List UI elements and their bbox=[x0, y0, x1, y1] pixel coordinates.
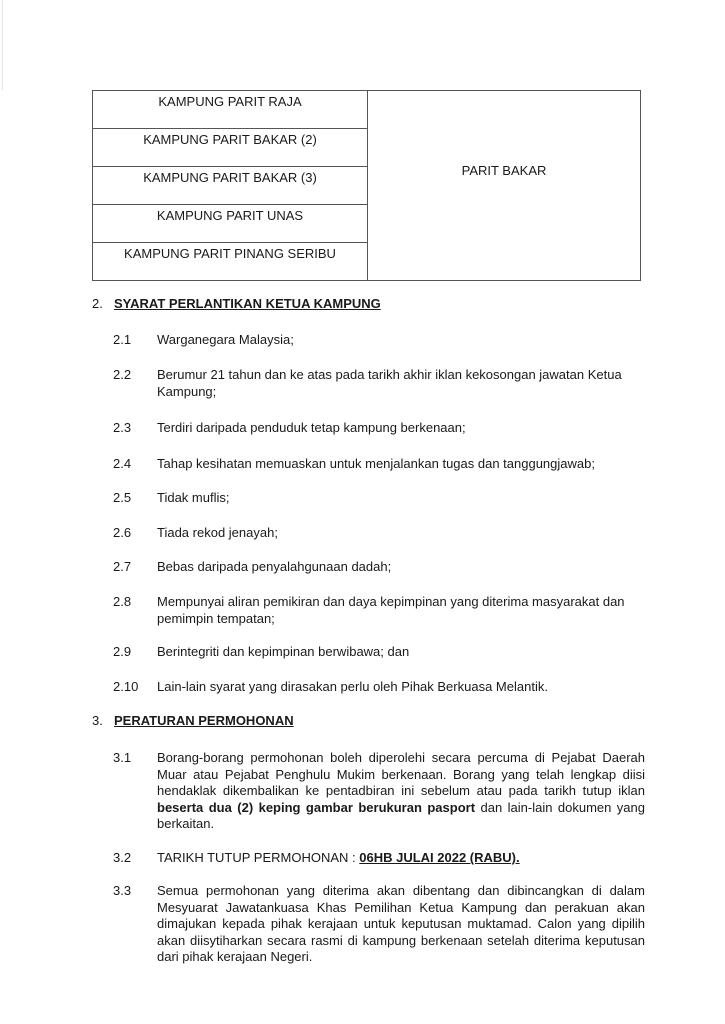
item-text: Berumur 21 tahun dan ke atas pada tarikh akhir iklan kekosongan jawatan Ketua Kampung; bbox=[157, 367, 622, 399]
list-item bbox=[113, 850, 645, 867]
closing-date-value: 06HB JULAI 2022 (RABU). bbox=[359, 850, 520, 865]
item-text: Tiada rekod jenayah; bbox=[157, 525, 278, 540]
village-cell: KAMPUNG PARIT RAJA bbox=[93, 91, 368, 129]
item-text: Lain-lain syarat yang dirasakan perlu oleh Pihak Berkuasa Melantik. bbox=[157, 679, 548, 694]
village-cell: KAMPUNG PARIT BAKAR (3) bbox=[93, 167, 368, 205]
list-item bbox=[113, 559, 645, 576]
item-number: 2.6 bbox=[113, 525, 132, 540]
section-title: PERATURAN PERMOHONAN bbox=[114, 713, 294, 728]
item-number: 2.7 bbox=[113, 559, 132, 574]
section-number: 3. bbox=[92, 713, 103, 728]
list-item bbox=[113, 456, 645, 473]
list-item bbox=[113, 594, 645, 627]
village-cell: KAMPUNG PARIT PINANG SERIBU bbox=[93, 243, 368, 281]
section-3-heading bbox=[92, 713, 294, 728]
list-item bbox=[113, 490, 645, 507]
item-text: Tahap kesihatan memuaskan untuk menjalankan tugas dan tanggungjawab; bbox=[157, 456, 595, 471]
item-number: 2.10 bbox=[113, 679, 139, 694]
list-item bbox=[113, 679, 645, 696]
item-text: Semua permohonan yang diterima akan dibentang dan dibincangkan di dalam Mesyuarat Jawatankuasa Khas Pemilihan Ketua Kampung dan perakuan akan dimajukan kepada pihak kerajaan untuk keputusan muktamad. Calon yang dipilih akan diisytiharkan secara rasmi di kampung berkenaan setelah diterima keputusan dari pihak kerajaan Negeri. bbox=[157, 883, 645, 964]
list-item bbox=[113, 750, 645, 833]
item-number: 2.8 bbox=[113, 594, 132, 609]
village-cell: KAMPUNG PARIT BAKAR (2) bbox=[93, 129, 368, 167]
item-text-part: dan lain-lain dokumen yang berkaitan. bbox=[157, 799, 645, 831]
list-item bbox=[113, 420, 645, 437]
item-text: Bebas daripada penyalahgunaan dadah; bbox=[157, 559, 392, 574]
item-text bbox=[157, 750, 645, 833]
item-text: Berintegriti dan kepimpinan berwibawa; dan bbox=[157, 644, 410, 659]
item-text: Terdiri daripada penduduk tetap kampung berkenaan; bbox=[157, 420, 466, 435]
list-item bbox=[113, 332, 645, 349]
mukim-cell: PARIT BAKAR bbox=[368, 91, 641, 281]
item-number: 2.9 bbox=[113, 644, 132, 659]
item-number: 2.5 bbox=[113, 490, 132, 505]
item-number: 2.3 bbox=[113, 420, 132, 435]
item-text: Warganegara Malaysia; bbox=[157, 332, 294, 347]
closing-date-label: TARIKH TUTUP PERMOHONAN : bbox=[157, 850, 360, 865]
list-item bbox=[113, 367, 645, 400]
list-item bbox=[113, 644, 645, 661]
item-number: 2.1 bbox=[113, 332, 132, 347]
item-text: Tidak muflis; bbox=[157, 490, 230, 505]
section-title: SYARAT PERLANTIKAN KETUA KAMPUNG bbox=[114, 296, 381, 311]
item-number: 2.2 bbox=[113, 367, 132, 382]
section-number: 2. bbox=[92, 296, 103, 311]
section-2-heading bbox=[92, 296, 381, 311]
item-text-bold: beserta dua (2) keping gambar berukuran pasport bbox=[157, 799, 476, 815]
scan-edge-line bbox=[2, 0, 3, 90]
list-item bbox=[113, 883, 645, 966]
item-text: Mempunyai aliran pemikiran dan daya kepimpinan yang diterima masyarakat dan pemimpin tempatan; bbox=[157, 594, 625, 626]
item-number: 2.4 bbox=[113, 456, 132, 471]
item-text-part: Borang-borang permohonan boleh diperolehi secara percuma di Pejabat Daerah Muar atau Pejabat Penghulu Mukim berkenaan. Borang yang telah lengkap diisi hendaklak dikembalikan ke pentadbiran ini sebelum atau pada tarikh tutup iklan bbox=[157, 750, 645, 798]
item-number: 3.1 bbox=[113, 750, 132, 765]
village-cell: KAMPUNG PARIT UNAS bbox=[93, 205, 368, 243]
list-item bbox=[113, 525, 645, 542]
item-number: 3.3 bbox=[113, 883, 132, 898]
item-number: 3.2 bbox=[113, 850, 132, 865]
village-table bbox=[92, 90, 641, 281]
item-text bbox=[157, 850, 645, 867]
